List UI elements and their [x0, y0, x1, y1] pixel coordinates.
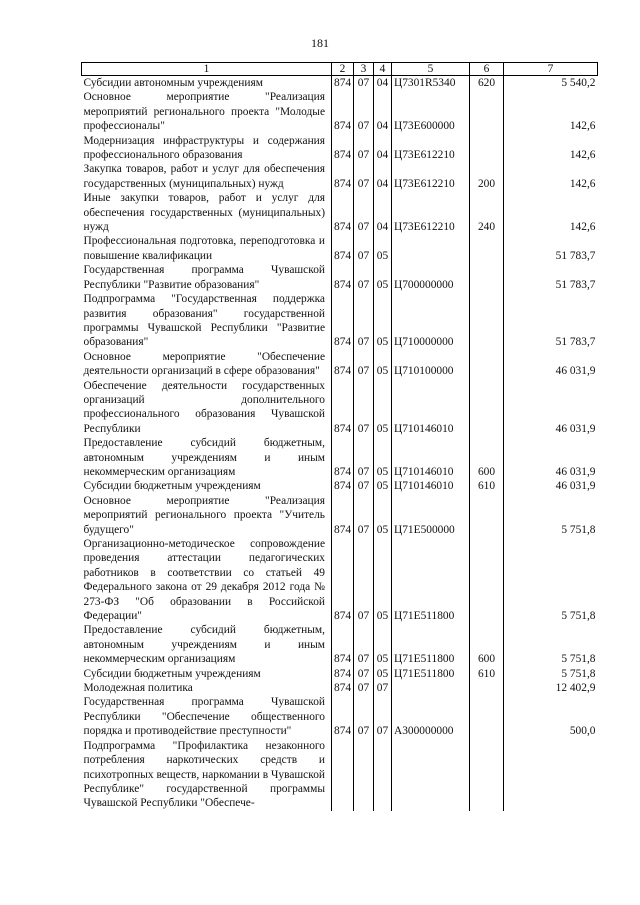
- row-amount: 46 031,9: [504, 479, 598, 493]
- row-ved: 874: [332, 162, 354, 191]
- row-section: 07: [354, 695, 374, 738]
- row-ved: 874: [332, 494, 354, 537]
- row-target-article: Ц71Е511800: [392, 537, 470, 623]
- table-row: [82, 379, 598, 437]
- row-subsection: 05: [374, 350, 392, 379]
- row-name: [82, 292, 332, 350]
- row-ved: 874: [332, 263, 354, 292]
- header-col-6: 6: [470, 63, 504, 76]
- row-expense-type: 610: [470, 479, 504, 493]
- row-expense-type: [470, 681, 504, 695]
- header-col-1: 1: [82, 63, 332, 76]
- row-ved: 874: [332, 350, 354, 379]
- row-target-article: Ц710100000: [392, 350, 470, 379]
- row-section: 07: [354, 191, 374, 234]
- table-body: [82, 76, 598, 811]
- row-name: [82, 76, 332, 91]
- row-ved: 874: [332, 537, 354, 623]
- row-section: 07: [354, 162, 374, 191]
- table-row: [82, 90, 598, 133]
- row-target-article: Ц71Е500000: [392, 494, 470, 537]
- row-amount: 46 031,9: [504, 379, 598, 437]
- table-row: [82, 134, 598, 163]
- row-expense-type: [470, 234, 504, 263]
- row-target-article: Ц700000000: [392, 263, 470, 292]
- row-section: 07: [354, 494, 374, 537]
- row-subsection: 04: [374, 134, 392, 163]
- row-expense-type: [470, 292, 504, 350]
- header-col-3: 3: [354, 63, 374, 76]
- row-subsection: 07: [374, 695, 392, 738]
- row-expense-type: 200: [470, 162, 504, 191]
- row-name-text: Предоставление субсидий бюджетным, автономным учреждениям и иным некоммерческим организациям: [83, 624, 325, 666]
- row-section: 07: [354, 479, 374, 493]
- row-section: 07: [354, 134, 374, 163]
- row-amount: 142,6: [504, 134, 598, 163]
- table-row: [82, 479, 598, 493]
- row-target-article: Ц710146010: [392, 379, 470, 437]
- row-name: [82, 695, 332, 738]
- row-amount: 5 751,8: [504, 623, 598, 666]
- row-section: 07: [354, 90, 374, 133]
- row-expense-type: [470, 695, 504, 738]
- row-expense-type: [470, 494, 504, 537]
- row-section: 07: [354, 681, 374, 695]
- row-name-text: Обеспечение деятельности государственных организаций дополнительного профессионального образования Чувашской Республики: [83, 379, 325, 435]
- table-header: [82, 63, 598, 76]
- row-expense-type: [470, 350, 504, 379]
- row-ved: 874: [332, 695, 354, 738]
- row-expense-type: 620: [470, 76, 504, 91]
- row-name: [82, 681, 332, 695]
- row-amount: 51 783,7: [504, 292, 598, 350]
- header-col-2: 2: [332, 63, 354, 76]
- row-name: [82, 191, 332, 234]
- row-name-text: Основное мероприятие "Реализация мероприятий регионального проекта "Учитель будущего": [83, 494, 325, 536]
- row-target-article: Ц71Е511800: [392, 667, 470, 681]
- row-target-article: Ц73Е612210: [392, 191, 470, 234]
- table-row: [82, 667, 598, 681]
- row-target-article: Ц710146010: [392, 436, 470, 479]
- row-amount: [504, 739, 598, 811]
- row-ved: 874: [332, 479, 354, 493]
- row-subsection: 04: [374, 90, 392, 133]
- row-section: 07: [354, 292, 374, 350]
- row-name-text: Государственная программа Чувашской Республики "Развитие образования": [83, 264, 325, 291]
- row-ved: 874: [332, 292, 354, 350]
- table-row: [82, 234, 598, 263]
- row-name-text: Модернизация инфраструктуры и содержания профессионального образования: [83, 134, 325, 162]
- row-ved: 874: [332, 379, 354, 437]
- row-expense-type: [470, 537, 504, 623]
- row-ved: 874: [332, 681, 354, 695]
- row-subsection: 05: [374, 494, 392, 537]
- row-subsection: 05: [374, 379, 392, 437]
- row-name-text: Закупка товаров, работ и услуг для обеспечения государственных (муниципальных) нужд: [83, 163, 325, 190]
- row-amount: 51 783,7: [504, 234, 598, 263]
- row-name: [82, 494, 332, 537]
- row-amount: 5 751,8: [504, 667, 598, 681]
- row-ved: [332, 739, 354, 811]
- row-subsection: 05: [374, 436, 392, 479]
- row-ved: 874: [332, 76, 354, 91]
- row-expense-type: [470, 379, 504, 437]
- table-row: [82, 162, 598, 191]
- row-subsection: 04: [374, 162, 392, 191]
- row-amount: 142,6: [504, 162, 598, 191]
- row-target-article: Ц73Е612210: [392, 162, 470, 191]
- row-amount: 46 031,9: [504, 436, 598, 479]
- row-target-article: А300000000: [392, 695, 470, 738]
- row-section: 07: [354, 436, 374, 479]
- row-section: 07: [354, 379, 374, 437]
- table-row: [82, 263, 598, 292]
- table-row: [82, 292, 598, 350]
- row-section: 07: [354, 263, 374, 292]
- row-section: 07: [354, 623, 374, 666]
- row-ved: 874: [332, 134, 354, 163]
- table-row: [82, 191, 598, 234]
- row-subsection: 05: [374, 263, 392, 292]
- row-expense-type: [470, 739, 504, 811]
- row-amount: 51 783,7: [504, 263, 598, 292]
- row-name-text: Предоставление субсидий бюджетным, автономным учреждениям и иным некоммерческим организациям: [83, 437, 325, 478]
- row-amount: 46 031,9: [504, 350, 598, 379]
- row-subsection: 04: [374, 76, 392, 91]
- row-expense-type: 240: [470, 191, 504, 234]
- table-row: [82, 350, 598, 379]
- row-name: [82, 162, 332, 191]
- row-subsection: 05: [374, 234, 392, 263]
- row-name-text: Основное мероприятие "Реализация мероприятий регионального проекта "Молодые профессионалы": [83, 91, 325, 133]
- row-subsection: 05: [374, 667, 392, 681]
- row-name: [82, 350, 332, 379]
- row-name-text: Основное мероприятие "Обеспечение деятельности организаций в сфере образования": [83, 350, 325, 378]
- row-name: [82, 134, 332, 163]
- row-expense-type: 610: [470, 667, 504, 681]
- row-name: [82, 667, 332, 681]
- row-amount: 5 751,8: [504, 494, 598, 537]
- table-row: [82, 76, 598, 91]
- row-section: 07: [354, 234, 374, 263]
- header-col-4: 4: [374, 63, 392, 76]
- row-name: [82, 739, 332, 811]
- row-expense-type: [470, 263, 504, 292]
- row-target-article: [392, 681, 470, 695]
- row-expense-type: 600: [470, 436, 504, 479]
- row-name: [82, 479, 332, 493]
- row-expense-type: [470, 90, 504, 133]
- row-name: [82, 436, 332, 479]
- row-section: 07: [354, 350, 374, 379]
- row-expense-type: 600: [470, 623, 504, 666]
- table-row: [82, 494, 598, 537]
- row-name: [82, 234, 332, 263]
- row-target-article: [392, 739, 470, 811]
- row-ved: 874: [332, 623, 354, 666]
- row-amount: 12 402,9: [504, 681, 598, 695]
- row-name-text: Субсидии бюджетным учреждениям: [83, 667, 261, 680]
- row-subsection: 05: [374, 537, 392, 623]
- row-name-text: Субсидии автономным учреждениям: [83, 77, 263, 89]
- row-name: [82, 90, 332, 133]
- row-section: 07: [354, 76, 374, 91]
- row-subsection: [374, 739, 392, 811]
- header-col-5: 5: [392, 63, 470, 76]
- row-name-text: Субсидии бюджетным учреждениям: [83, 480, 261, 493]
- table-row: [82, 623, 598, 666]
- row-name: [82, 623, 332, 666]
- row-ved: 874: [332, 234, 354, 263]
- page-number: 181: [311, 36, 329, 50]
- budget-table: [81, 62, 598, 811]
- row-amount: 142,6: [504, 191, 598, 234]
- row-expense-type: [470, 134, 504, 163]
- row-name-text: Молодежная политика: [83, 682, 193, 695]
- table-row: [82, 537, 598, 623]
- table-row: [82, 695, 598, 738]
- row-subsection: 04: [374, 191, 392, 234]
- row-subsection: 05: [374, 623, 392, 666]
- row-amount: 5 540,2: [504, 76, 598, 91]
- row-ved: 874: [332, 90, 354, 133]
- row-name-text: Подпрограмма "Государственная поддержка развития образования" государственной программы Чувашской Республики "Развитие образования": [83, 293, 325, 349]
- header-row: [82, 63, 598, 76]
- row-name: [82, 537, 332, 623]
- row-name: [82, 379, 332, 437]
- row-section: 07: [354, 667, 374, 681]
- row-name-text: Государственная программа Чувашской Республики "Обеспечение общественного порядка и противодействие преступности": [83, 696, 325, 738]
- row-amount: 500,0: [504, 695, 598, 738]
- header-col-7: 7: [504, 63, 598, 76]
- row-section: 07: [354, 537, 374, 623]
- row-section: [354, 739, 374, 811]
- row-subsection: 07: [374, 681, 392, 695]
- row-ved: 874: [332, 436, 354, 479]
- row-subsection: 05: [374, 292, 392, 350]
- row-target-article: Ц71Е511800: [392, 623, 470, 666]
- row-name-text: Профессиональная подготовка, переподготовка и повышение квалификации: [83, 235, 325, 262]
- row-name-text: Организационно-методическое сопровождение проведения аттестации педагогических работников в соответствии со статьей 49 Федерального закона от 29 декабря 2012 года № 273-ФЗ "Об образовании в Российской Федерации": [83, 538, 325, 623]
- table-row: [82, 739, 598, 811]
- table-row: [82, 436, 598, 479]
- row-amount: 142,6: [504, 90, 598, 133]
- row-amount: 5 751,8: [504, 537, 598, 623]
- row-target-article: Ц710000000: [392, 292, 470, 350]
- table-row: [82, 681, 598, 695]
- row-ved: 874: [332, 191, 354, 234]
- row-name: [82, 263, 332, 292]
- row-target-article: Ц7301R5340: [392, 76, 470, 91]
- row-target-article: [392, 234, 470, 263]
- row-target-article: Ц73Е600000: [392, 90, 470, 133]
- row-name-text: Подпрограмма "Профилактика незаконного потребления наркотических средств и психотропных веществ, наркомании в Чувашской Республике" государственной программы Чувашской Республики "Обеспече-: [83, 739, 325, 810]
- row-subsection: 05: [374, 479, 392, 493]
- row-target-article: Ц73Е612210: [392, 134, 470, 163]
- row-ved: 874: [332, 667, 354, 681]
- row-name-text: Иные закупки товаров, работ и услуг для обеспечения государственных (муниципальных) нужд: [83, 192, 325, 234]
- row-target-article: Ц710146010: [392, 479, 470, 493]
